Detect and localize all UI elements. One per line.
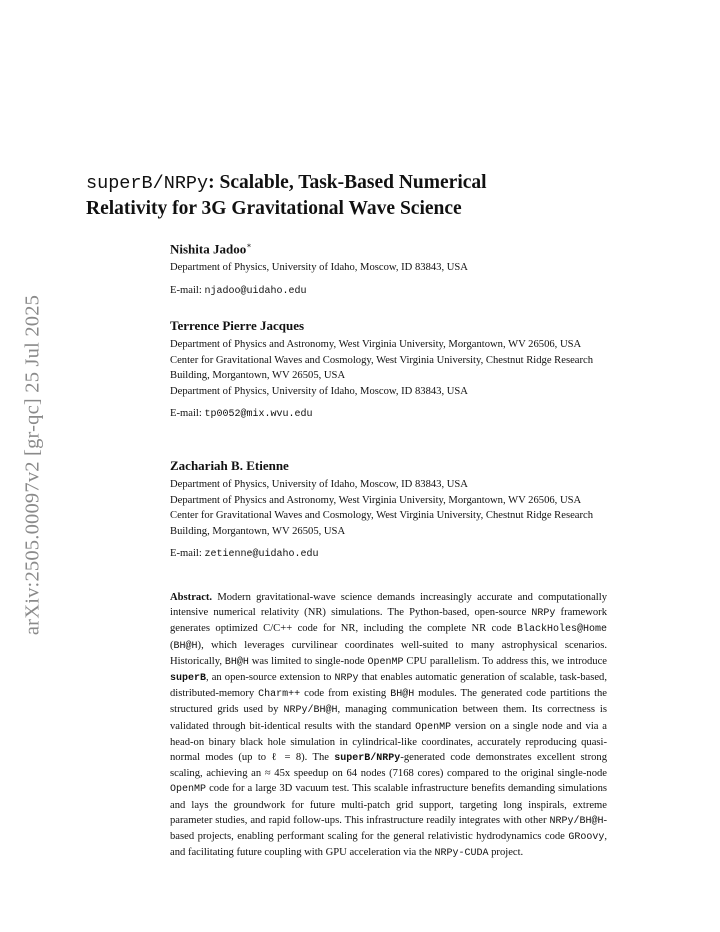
title-line-1: : Scalable, Task-Based Numerical [208,172,487,193]
author-block-1 [170,238,610,299]
affiliation: Center for Gravitational Waves and Cosmology, West Virginia University, Chestnut Ridge Research Building, Morgantown, WV 26505, USA [170,510,593,537]
email-line [170,283,610,300]
abstract-code-term: NRPy [531,608,556,620]
abstract-code-term: OpenMP [415,721,452,733]
abstract-paragraph [170,590,607,861]
abstract-text-run: ( [170,639,174,651]
email-label: E-mail: [170,284,202,296]
affiliation: Center for Gravitational Waves and Cosmology, West Virginia University, Chestnut Ridge Research Building, Morgantown, WV 26505, USA [170,354,593,381]
abstract-code-term: NRPy/BH@H [549,815,604,827]
abstract-text-run: , managing communication between them. Its correctness is validated through bit-identical results with the standard [170,704,607,732]
email-line [170,406,610,423]
arxiv-identifier-text: arXiv:2505.00097v2 [gr-qc] 25 Jul 2025 [21,294,44,636]
abstract-text-run: was limited to single-node [248,655,368,667]
abstract-text-run: Modern gravitational-wave science demands increasingly accurate and computationally intensive numerical relativity (NR) simulations. The Python-based, open-source [170,592,607,619]
affiliation: Department of Physics and Astronomy, West Virginia University, Morgantown, WV 26506, USA [170,494,582,506]
author-name: Nishita Jadoo∗ [170,241,252,257]
abstract-text-run: version on a single node and via a head-on binary black hole simulation in cylindrical-like coordinates, accurately reproducing quasi-normal modes (up to ℓ = 8). The [170,720,607,764]
affiliation: Department of Physics and Astronomy, West Virginia University, Morgantown, WV 26506, USA [170,339,582,350]
abstract-code-term: OpenMP [367,656,404,668]
paper-title [86,170,646,221]
email-address[interactable]: tp0052@mix.wvu.edu [204,409,313,420]
abstract-text-run: modules. The generated code partitions the structured grids used by [170,688,608,716]
corresponding-author-mark: ∗ [246,241,252,250]
author-name: Zachariah B. Etienne [170,458,289,473]
abstract-text-run: code for a large 3D vacuum test. This scalable infrastructure benefits demanding simulations and lays the groundwork for future multi-patch grid support, targeting long inspirals, extreme parameter studies, and rapid follow-ups. This infrastructure readily integrates with other [170,783,607,826]
abstract-text-run: project. [488,847,524,859]
abstract-label: Abstract. [170,592,213,603]
title-line-2: Relativity for 3G Gravitational Wave Science [86,198,462,219]
abstract-text-run: that enables automatic generation of scalable, task-based, distributed-memory [170,672,608,700]
abstract-code-term: BH@H [173,640,198,652]
title-code-name: superB/NRPy [86,173,209,194]
affiliation: Department of Physics, University of Idaho, Moscow, ID 83843, USA [170,479,468,490]
abstract-code-term: NRPy/BH@H [283,705,338,717]
author-block-2 [170,318,610,423]
abstract-text-run: , and facilitating future coupling with GPU acceleration via the [170,831,607,859]
author-name: Terrence Pierre Jacques [170,318,305,333]
affiliation: Department of Physics, University of Idaho, Moscow, ID 83843, USA [170,262,468,274]
abstract-code-term: superB/NRPy [334,753,401,765]
email-line [170,546,610,563]
abstract-code-term: BlackHoles@Home [516,624,607,636]
email-label: E-mail: [170,548,202,559]
abstract-code-term: BH@H [224,656,249,668]
abstract-text-run: code from existing [300,688,391,700]
email-address[interactable]: njadoo@uidaho.edu [204,285,307,297]
email-address[interactable]: zetienne@uidaho.edu [204,549,319,560]
abstract-text-run: -generated code demonstrates excellent strong scaling, achieving an ≈ 45x speedup on 64 nodes (7168 cores) compared to the original single-node [170,752,608,780]
abstract-text-run: CPU parallelism. To address this, we introduce [403,655,607,667]
abstract-code-term: NRPy [334,673,359,685]
abstract-code-term: OpenMP [170,784,207,796]
abstract-text-run: framework generates optimized C/C++ code for NR, including the complete NR code [170,607,608,635]
abstract-text-run: -based projects, enabling performant scaling for the general relativistic hydrodynamics code [170,814,607,843]
abstract-code-term: superB [170,673,207,685]
abstract-code-term: NRPy-CUDA [434,848,489,860]
abstract-text-run: , an open-source extension to [206,672,335,684]
abstract-code-term: GRoovy [568,832,605,844]
abstract-code-term: Charm++ [258,689,301,701]
abstract-text-run: ), which leverages curvilinear coordinates well-suited to many astrophysical scenarios. Historically, [170,639,607,667]
email-label: E-mail: [170,408,202,419]
affiliation: Department of Physics, University of Idaho, Moscow, ID 83843, USA [170,385,468,397]
abstract-code-term: BH@H [390,689,415,701]
author-block-3 [170,458,610,563]
